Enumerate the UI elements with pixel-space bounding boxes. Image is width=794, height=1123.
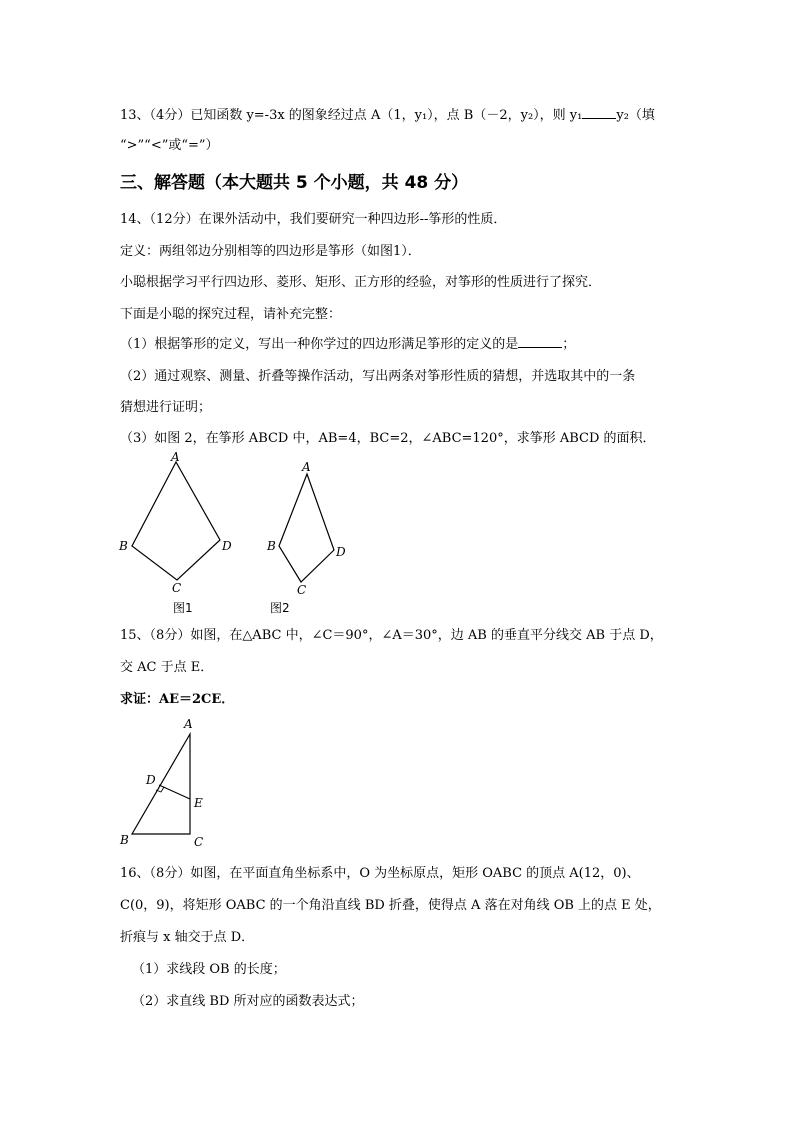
q15-label-b: B bbox=[120, 833, 129, 847]
fig1-label-b: B bbox=[119, 539, 128, 553]
q15-line1: 15、（8分）如图，在△ABC 中，∠C＝90°，∠A＝30°，边 AB 的垂直平分线交 AB 于点 D， bbox=[120, 628, 663, 643]
q15-line2: 交 AC 于点 E． bbox=[120, 660, 214, 675]
q16-part2: （2）求直线 BD 所对应的函数表达式； bbox=[132, 994, 364, 1009]
q14-part3: （3）如图 2，在筝形 ABCD 中，AB=4，BC=2，∠ABC=120°，求筝形 ABCD 的面积． bbox=[120, 431, 656, 446]
q14-part1-end: ； bbox=[562, 337, 576, 352]
q13-line2: “>”“<”或“=”） bbox=[120, 138, 219, 153]
fig2-label-a: A bbox=[302, 460, 311, 474]
q15-triangle bbox=[132, 734, 190, 834]
q16-line2: C(0，9)，将矩形 OABC 的一个角沿直线 BD 折叠，使得点 A 落在对角线 OB 上的点 E 处， bbox=[120, 898, 661, 913]
fig2-kite bbox=[279, 474, 334, 582]
q16-line1: 16、（8分）如图，在平面直角坐标系中，O 为坐标原点，矩形 OABC 的顶点 A(12，0)、 bbox=[120, 866, 640, 881]
q14-stem: 14、（12分）在课外活动中，我们要研究一种四边形--筝形的性质． bbox=[120, 212, 507, 227]
q13-line1 bbox=[120, 104, 655, 123]
q15-label-a: A bbox=[184, 717, 193, 731]
q16-part1: （1）求线段 OB 的长度； bbox=[132, 962, 286, 977]
q15-label-c: C bbox=[194, 835, 204, 849]
fig2-label-d: D bbox=[336, 545, 346, 559]
fig1-caption: 图1 bbox=[173, 601, 193, 615]
fig2-label-b: B bbox=[267, 539, 276, 553]
section-heading: 三、解答题（本大题共 5 个小题，共 48 分） bbox=[120, 173, 469, 193]
q14-prompt: 下面是小聪的探究过程，请补充完整： bbox=[120, 307, 342, 322]
fig1-label-a: A bbox=[171, 450, 180, 464]
fig1-label-d: D bbox=[222, 539, 232, 553]
q15-label-e: E bbox=[194, 796, 203, 810]
fig2-label-c: C bbox=[297, 583, 307, 597]
q15-figure bbox=[112, 712, 222, 852]
q14-intro: 小聪根据学习平行四边形、菱形、矩形、正方形的经验，对筝形的性质进行了探究． bbox=[120, 275, 602, 290]
q14-part2-a: （2）通过观察、测量、折叠等操作活动，写出两条对筝形性质的猜想，并选取其中的一条 bbox=[120, 369, 636, 384]
q14-part1 bbox=[120, 333, 575, 352]
q13-text: 13、（4分）已知函数 y=-3x 的图象经过点 A（1，y₁），点 B（－2，y₂），则 y₁ bbox=[120, 108, 583, 123]
q16-line3: 折痕与 x 轴交于点 D． bbox=[120, 930, 255, 945]
q14-part1-text: （1）根据筝形的定义，写出一种你学过的四边形满足筝形的定义的是 bbox=[120, 337, 519, 352]
q13-answer-blank[interactable] bbox=[582, 106, 616, 119]
q14-part2-b: 猜想进行证明； bbox=[120, 400, 212, 415]
fig1-kite bbox=[132, 462, 220, 580]
q15-prove: 求证：AE＝2CE． bbox=[120, 692, 235, 707]
q14-definition: 定义：两组邻边分别相等的四边形是筝形（如图1）． bbox=[120, 244, 421, 259]
q13-text-tail: y₂（填 bbox=[616, 108, 655, 123]
q14-part1-blank[interactable] bbox=[518, 335, 562, 348]
fig1-label-c: C bbox=[172, 581, 182, 595]
q14-figures bbox=[110, 448, 370, 620]
fig2-caption: 图2 bbox=[270, 601, 290, 615]
q15-label-d: D bbox=[146, 773, 156, 787]
